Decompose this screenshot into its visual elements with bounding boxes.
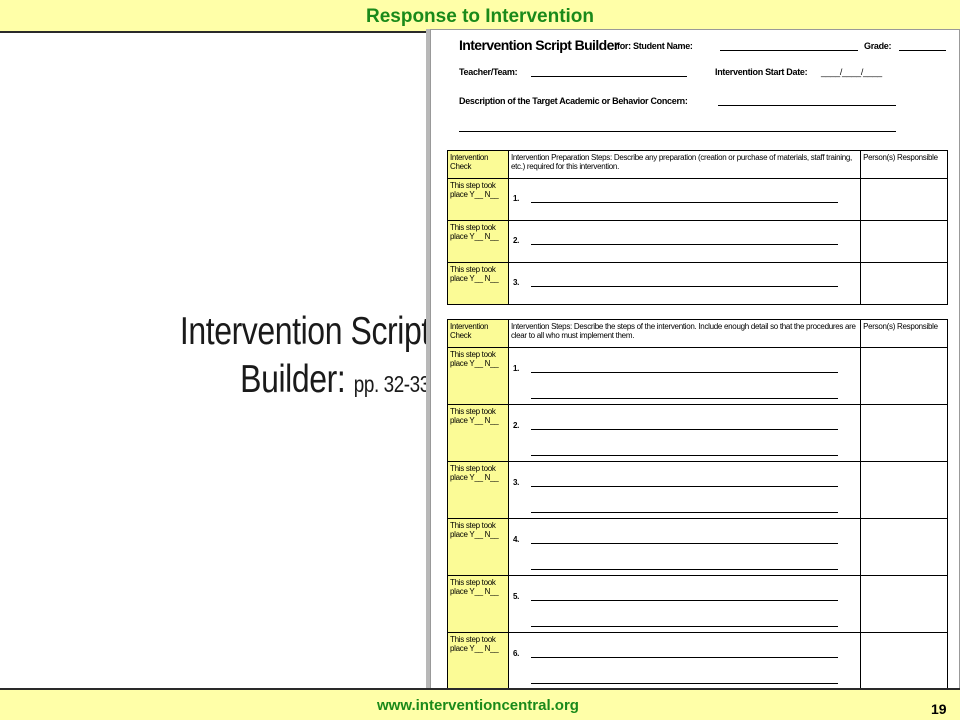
- teacher-line: [531, 76, 687, 77]
- step-desc-cell: [508, 348, 860, 405]
- step-desc-cell: [508, 633, 860, 690]
- step-line: [531, 455, 838, 456]
- description-label: Description of the Target Academic or Behavior Concern:: [459, 96, 688, 106]
- steps-header-row: [448, 320, 948, 348]
- grade-line: [899, 50, 946, 51]
- responsible-cell: [861, 633, 948, 690]
- responsible-cell: [861, 263, 948, 305]
- step-row: [448, 462, 948, 519]
- step-number: 2.: [512, 236, 520, 245]
- step-number: 3.: [512, 478, 520, 487]
- responsible-cell: [861, 405, 948, 462]
- prep-header-row: [448, 151, 948, 179]
- step-number: 2.: [512, 421, 520, 430]
- check-header: Intervention Check: [448, 151, 509, 179]
- step-check-cell: This step took place Y__ N__: [448, 462, 509, 519]
- step-check-cell: This step took place Y__ N__: [448, 179, 509, 221]
- caption-line-2: [180, 356, 430, 408]
- grade-label: Grade:: [864, 41, 892, 51]
- step-row: [448, 576, 948, 633]
- step-line: [531, 626, 838, 627]
- responsible-cell: [861, 179, 948, 221]
- step-line: [531, 569, 838, 570]
- step-desc-cell: [508, 576, 860, 633]
- step-row: [448, 348, 948, 405]
- step-number: 3.: [512, 278, 520, 287]
- start-date-label: Intervention Start Date:: [715, 67, 808, 77]
- intervention-steps-header: Intervention Steps: Describe the steps of the intervention. Include enough detail so that the procedures are clear to all who must implement them.: [508, 320, 860, 348]
- step-line: [531, 486, 838, 487]
- step-check-cell: This step took place Y__ N__: [448, 263, 509, 305]
- step-line: [531, 429, 838, 430]
- responsible-cell: [861, 576, 948, 633]
- step-desc-cell: [508, 519, 860, 576]
- step-line: [531, 372, 838, 373]
- description-line-1: [718, 105, 896, 106]
- caption-pages: pp. 32-33: [353, 371, 430, 397]
- student-name-label: for: Student Name:: [617, 41, 693, 51]
- step-check-cell: This step took place Y__ N__: [448, 405, 509, 462]
- intervention-script-builder-form: [447, 30, 960, 691]
- teacher-label: Teacher/Team:: [459, 67, 518, 77]
- step-check-cell: This step took place Y__ N__: [448, 348, 509, 405]
- step-row: [448, 633, 948, 690]
- step-number: 1.: [512, 194, 520, 203]
- footer-banner: [0, 688, 960, 720]
- step-line: [531, 543, 838, 544]
- step-line: [531, 657, 838, 658]
- preparation-steps-table: [447, 150, 948, 305]
- slide-caption: [180, 308, 430, 408]
- step-desc-cell: [508, 221, 860, 263]
- responsible-cell: [861, 462, 948, 519]
- step-line: [531, 202, 838, 203]
- prep-steps-header: Intervention Preparation Steps: Describe any preparation (creation or purchase of materials, staff training, etc.) required for this intervention.: [508, 151, 860, 179]
- check-header: Intervention Check: [448, 320, 509, 348]
- step-row: [448, 519, 948, 576]
- step-number: 4.: [512, 535, 520, 544]
- prep-row: [448, 263, 948, 305]
- page-number: 19: [931, 701, 947, 717]
- description-line-2: [459, 131, 896, 132]
- step-line: [531, 244, 838, 245]
- step-desc-cell: [508, 263, 860, 305]
- prep-row: [448, 179, 948, 221]
- step-row: [448, 405, 948, 462]
- step-desc-cell: [508, 462, 860, 519]
- step-desc-cell: [508, 179, 860, 221]
- step-check-cell: This step took place Y__ N__: [448, 633, 509, 690]
- student-name-line: [720, 50, 858, 51]
- step-check-cell: This step took place Y__ N__: [448, 221, 509, 263]
- intervention-steps-table: [447, 319, 948, 690]
- step-number: 5.: [512, 592, 520, 601]
- caption-line-1: Intervention Script: [180, 310, 430, 353]
- header-title: Response to Intervention: [365, 6, 595, 27]
- step-number: 6.: [512, 649, 520, 658]
- form-title: Intervention Script Builder: [459, 37, 619, 53]
- prep-row: [448, 221, 948, 263]
- responsible-header: Person(s) Responsible: [861, 320, 948, 348]
- step-number: 1.: [512, 364, 520, 373]
- step-line: [531, 512, 838, 513]
- footer-url[interactable]: www.interventioncentral.org: [377, 697, 579, 714]
- step-desc-cell: [508, 405, 860, 462]
- step-line: [531, 286, 838, 287]
- responsible-cell: [861, 348, 948, 405]
- step-line: [531, 683, 838, 684]
- start-date-blank: ____/____/____: [821, 67, 882, 77]
- step-check-cell: This step took place Y__ N__: [448, 519, 509, 576]
- step-line: [531, 398, 838, 399]
- step-check-cell: This step took place Y__ N__: [448, 576, 509, 633]
- responsible-cell: [861, 221, 948, 263]
- responsible-cell: [861, 519, 948, 576]
- step-line: [531, 600, 838, 601]
- caption-title-word: Builder:: [240, 358, 346, 401]
- form-image: [430, 29, 960, 692]
- responsible-header: Person(s) Responsible: [861, 151, 948, 179]
